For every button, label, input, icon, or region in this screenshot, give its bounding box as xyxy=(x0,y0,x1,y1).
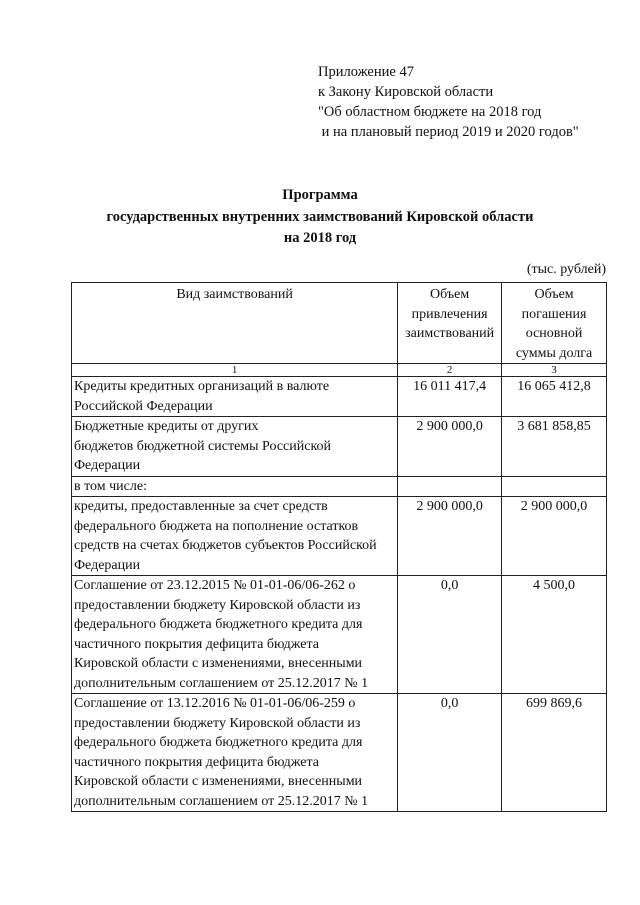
title-line: Программа xyxy=(282,187,358,203)
appendix-reference xyxy=(318,62,579,142)
borrowing-type-line: предоставлении бюджету Кировской области из xyxy=(74,715,361,731)
table-header-row xyxy=(72,283,607,364)
appendix-line: "Об областном бюджете на 2018 год xyxy=(318,104,542,120)
repayment-volume-cell: 16 065 412,8 xyxy=(502,377,607,417)
borrowing-type-line: Федерации xyxy=(74,557,141,573)
attraction-volume-cell: 2 900 000,0 xyxy=(398,417,502,477)
borrowing-type-cell xyxy=(72,476,398,497)
borrowing-type-line: Бюджетные кредиты от других xyxy=(74,419,259,434)
borrowing-type-cell xyxy=(72,694,398,812)
borrowing-type-line: дополнительным соглашением от 25.12.2017 № 1 xyxy=(74,675,369,691)
table-row xyxy=(72,576,607,694)
table-row xyxy=(72,417,607,477)
attraction-volume-cell: 0,0 xyxy=(398,694,502,812)
borrowing-type-line: федерального бюджета бюджетного кредита для xyxy=(74,617,363,632)
column-number: 3 xyxy=(502,364,607,377)
borrowing-type-cell xyxy=(72,497,398,576)
header-attraction-volume: Объем привлечения заимствований xyxy=(398,283,502,364)
borrowings-table xyxy=(71,282,607,812)
table-row xyxy=(72,377,607,417)
attraction-volume-cell: 16 011 417,4 xyxy=(398,377,502,417)
column-number-row xyxy=(72,364,607,377)
borrowing-type-cell xyxy=(72,576,398,694)
title-line: государственных внутренних заимствований Кировской области xyxy=(106,208,534,225)
borrowing-type-line: частичного покрытия дефицита бюджета xyxy=(74,754,320,770)
borrowing-type-cell xyxy=(72,417,398,477)
repayment-volume-cell: 2 900 000,0 xyxy=(502,497,607,576)
title-line: на 2018 год xyxy=(283,230,357,246)
attraction-volume-cell: 2 900 000,0 xyxy=(398,497,502,576)
borrowing-type-line: в том числе: xyxy=(74,478,147,494)
borrowing-type-line: частичного покрытия дефицита бюджета xyxy=(74,636,320,652)
appendix-line: Приложение 47 xyxy=(318,64,414,80)
repayment-volume-cell: 3 681 858,85 xyxy=(502,417,607,477)
borrowing-type-line: бюджетов бюджетной системы Российской xyxy=(74,438,332,454)
borrowing-type-line: Кредиты кредитных организаций в валюте xyxy=(74,379,330,394)
borrowing-type-line: средств на счетах бюджетов субъектов Российской xyxy=(74,538,377,553)
borrowing-type-line: федерального бюджета на пополнение остатков xyxy=(74,518,359,534)
borrowing-type-line: Федерации xyxy=(74,458,141,473)
header-repayment-volume: Объем погашения основной суммы долга xyxy=(502,283,607,364)
repayment-volume-cell: 699 869,6 xyxy=(502,694,607,812)
appendix-line: к Закону Кировской области xyxy=(318,84,494,100)
borrowing-type-line: федерального бюджета бюджетного кредита для xyxy=(74,735,363,750)
borrowing-type-line: Российской Федерации xyxy=(74,398,213,414)
table-row xyxy=(72,476,607,497)
table-body xyxy=(72,377,607,812)
borrowing-type-line: Соглашение от 13.12.2016 № 01-01-06/06-259 о xyxy=(74,696,356,711)
borrowing-type-line: кредиты, предоставленные за счет средств xyxy=(74,499,328,514)
table-row xyxy=(72,694,607,812)
column-number: 1 xyxy=(72,364,398,377)
header-borrowing-type: Вид заимствований xyxy=(72,283,398,364)
borrowing-type-line: дополнительным соглашением от 25.12.2017 № 1 xyxy=(74,793,369,809)
repayment-volume-cell xyxy=(502,476,607,497)
borrowing-type-line: Соглашение от 23.12.2015 № 01-01-06/06-262 о xyxy=(74,578,356,593)
column-number: 2 xyxy=(398,364,502,377)
repayment-volume-cell: 4 500,0 xyxy=(502,576,607,694)
attraction-volume-cell: 0,0 xyxy=(398,576,502,694)
document-title xyxy=(0,185,640,250)
borrowing-type-line: предоставлении бюджету Кировской области из xyxy=(74,597,361,613)
borrowing-type-cell xyxy=(72,377,398,417)
table-row xyxy=(72,497,607,576)
attraction-volume-cell xyxy=(398,476,502,497)
borrowing-type-line: Кировской области с изменениями, внесенными xyxy=(74,774,363,789)
unit-label: (тыс. рублей) xyxy=(526,262,606,277)
appendix-line: и на плановый период 2019 и 2020 годов" xyxy=(318,124,579,140)
borrowing-type-line: Кировской области с изменениями, внесенными xyxy=(74,656,363,671)
